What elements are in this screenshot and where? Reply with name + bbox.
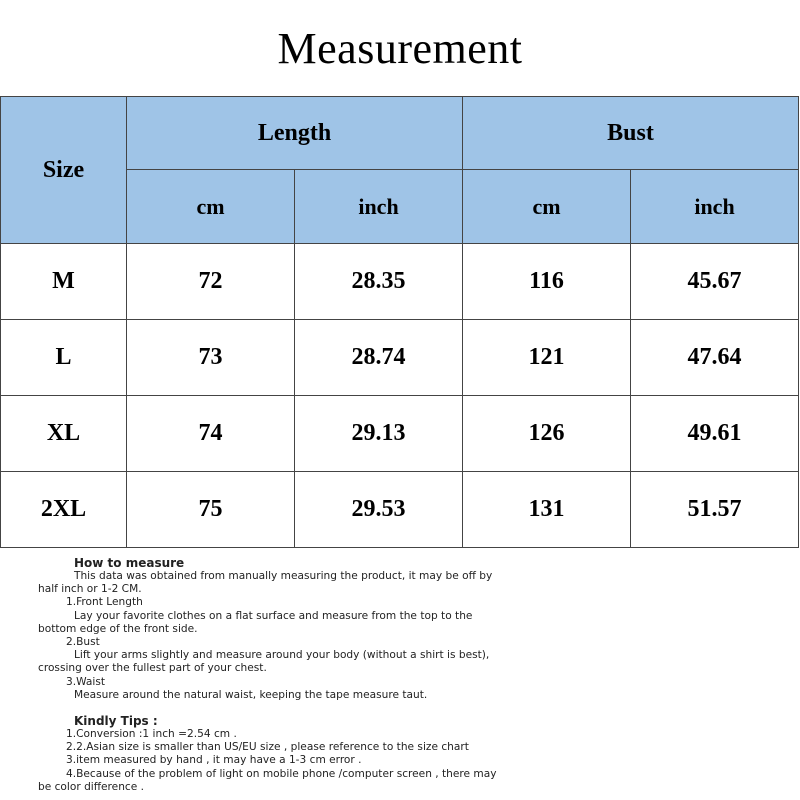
bust-inch-cell: 47.64 — [631, 320, 799, 396]
bust-cm-cell: 126 — [463, 396, 631, 472]
note-line: half inch or 1-2 CM. — [38, 583, 142, 596]
tip-line: 4.Because of the problem of light on mobile phone /computer screen , there may — [66, 767, 497, 780]
unit-header: cm — [463, 170, 631, 244]
bust-inch-cell: 51.57 — [631, 472, 799, 548]
size-cell: M — [1, 244, 127, 320]
note-line: Lay your favorite clothes on a flat surface and measure from the top to the — [74, 609, 473, 622]
length-header: Length — [127, 97, 463, 170]
note-line: Lift your arms slightly and measure around your body (without a shirt is best), — [74, 649, 490, 662]
tip-line: 2.2.Asian size is smaller than US/EU size , please reference to the size chart — [66, 741, 469, 754]
bust-inch-cell: 45.67 — [631, 244, 799, 320]
bust-inch-cell: 49.61 — [631, 396, 799, 472]
note-line: Measure around the natural waist, keeping the tape measure taut. — [74, 688, 428, 701]
note-line: 3.Waist — [66, 675, 106, 688]
page-title: Measurement — [277, 23, 523, 73]
bust-header: Bust — [463, 97, 799, 170]
size-cell: L — [1, 320, 127, 396]
size-header: Size — [1, 97, 127, 244]
tips-heading: Kindly Tips : — [74, 714, 158, 729]
length-cm-cell: 72 — [127, 244, 295, 320]
table-row — [1, 320, 799, 396]
size-cell: XL — [1, 396, 127, 472]
bust-cm-cell: 131 — [463, 472, 631, 548]
tip-line: 3.item measured by hand , it may have a 1-3 cm error . — [66, 754, 362, 767]
unit-header: inch — [295, 170, 463, 244]
length-inch-cell: 28.74 — [295, 320, 463, 396]
unit-header: inch — [631, 170, 799, 244]
length-inch-cell: 29.53 — [295, 472, 463, 548]
note-line: 2.Bust — [66, 636, 100, 649]
tip-line: be color difference . — [38, 780, 144, 793]
length-cm-cell: 74 — [127, 396, 295, 472]
unit-header: cm — [127, 170, 295, 244]
note-line: crossing over the fullest part of your chest. — [38, 662, 267, 675]
length-cm-cell: 73 — [127, 320, 295, 396]
length-inch-cell: 29.13 — [295, 396, 463, 472]
how-to-heading: How to measure — [74, 556, 185, 570]
length-cm-cell: 75 — [127, 472, 295, 548]
table-header-row — [1, 97, 799, 170]
table-row — [1, 396, 799, 472]
measurement-notes — [38, 556, 758, 794]
note-line: bottom edge of the front side. — [38, 622, 198, 635]
table-row — [1, 244, 799, 320]
tip-line: 1.Conversion :1 inch =2.54 cm . — [66, 728, 237, 741]
bust-cm-cell: 116 — [463, 244, 631, 320]
bust-cm-cell: 121 — [463, 320, 631, 396]
size-chart-table — [0, 96, 799, 548]
note-line: 1.Front Length — [66, 596, 143, 609]
note-line: This data was obtained from manually measuring the product, it may be off by — [74, 570, 493, 582]
table-row — [1, 472, 799, 548]
size-cell: 2XL — [1, 472, 127, 548]
length-inch-cell: 28.35 — [295, 244, 463, 320]
